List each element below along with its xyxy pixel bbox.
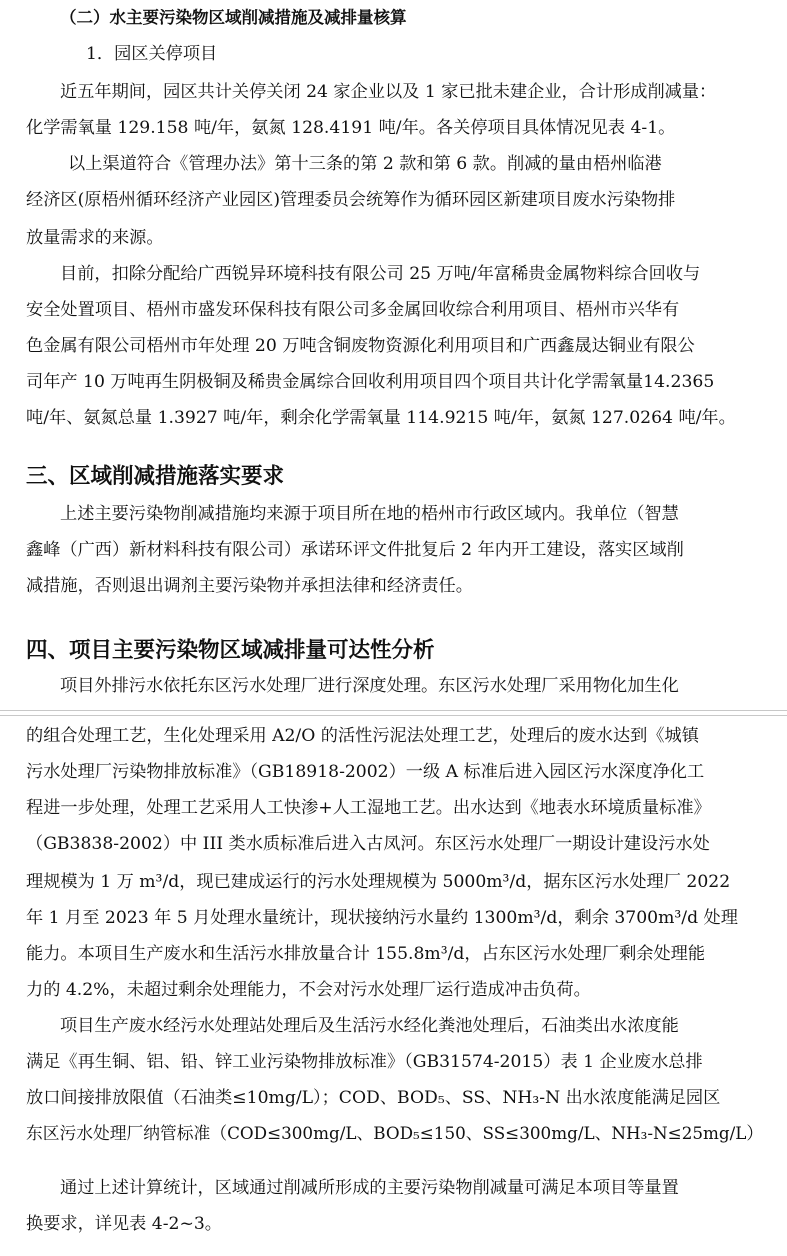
p3-line-2: 安全处置项目、梧州市盛发环保科技有限公司多金属回收综合利用项目、梧州市兴华有 [26,300,680,320]
p6-line-3: 放口间接排放限值（石油类≤10mg/L）；COD、BOD₅、SS、NH₃-N 出水浓度能满足园区 [26,1088,721,1108]
section4-heading: 四、项目主要污染物区域减排量可达性分析 [26,638,435,663]
subheading-1: 1．园区关停项目 [86,44,218,64]
p7-line-1: 通过上述计算统计，区域通过削减所形成的主要污染物削减量可满足本项目等量置 [60,1178,679,1198]
p6-line-2: 满足《再生铜、铝、铅、锌工业污染物排放标准》（GB31574-2015）表 1 企业废水总排 [26,1052,703,1072]
p3-line-1: 目前，扣除分配给广西锐异环境科技有限公司 25 万吨/年富稀贵金属物料综合回收与 [60,264,701,284]
p5-line-5: （GB3838-2002）中 III 类水质标准后进入古凤河。东区污水处理厂一期设计建设污水处 [26,834,710,854]
section2-heading: （二）水主要污染物区域削减措施及减排量核算 [60,8,407,27]
p4-line-2: 鑫峰（广西）新材料科技有限公司）承诺环评文件批复后 2 年内开工建设，落实区域削 [26,540,684,560]
p5-line-7: 年 1 月至 2023 年 5 月处理水量统计，现状接纳污水量约 1300m³/d，剩余 3700m³/d 处理 [26,908,738,928]
p2-line-3: 放量需求的来源。 [26,228,164,248]
p5-line-3: 污水处理厂污染物排放标准》（GB18918-2002）一级 A 标准后进入园区污水深度净化工 [26,762,705,782]
p2-line-1: 以上渠道符合《管理办法》第十三条的第 2 款和第 6 款。削减的量由梧州临港 [68,154,662,174]
p1-line-1: 近五年期间，园区共计关停关闭 24 家企业以及 1 家已批未建企业，合计形成削减量： [60,82,717,102]
p5-line-1: 项目外排污水依托东区污水处理厂进行深度处理。东区污水处理厂采用物化加生化 [60,676,679,696]
p3-line-5: 吨/年、氨氮总量 1.3927 吨/年，剩余化学需氧量 114.9215 吨/年，氨氮 127.0264 吨/年。 [26,408,736,428]
p5-line-4: 程进一步处理，处理工艺采用人工快渗+人工湿地工艺。出水达到《地表水环境质量标准》 [26,798,711,818]
p4-line-3: 减措施，否则退出调剂主要污染物并承担法律和经济责任。 [26,576,473,596]
p7-line-2: 换要求，详见表 4-2~3。 [26,1214,222,1234]
p6-line-1: 项目生产废水经污水处理站处理后及生活污水经化粪池处理后，石油类出水浓度能 [60,1016,679,1036]
p4-line-1: 上述主要污染物削减措施均来源于项目所在地的梧州市行政区域内。我单位（智慧 [60,504,679,524]
p6-line-4: 东区污水处理厂纳管标准（COD≤300mg/L、BOD₅≤150、SS≤300mg/L、NH₃-N≤25mg/L） [26,1124,764,1144]
p3-line-3: 色金属有限公司梧州市年处理 20 万吨含铜废物资源化利用项目和广西鑫晟达铜业有限公 [26,336,695,356]
page-break-separator [0,710,787,716]
p3-line-4: 司年产 10 万吨再生阴极铜及稀贵金属综合回收利用项目四个项目共计化学需氧量14.2365 [26,372,715,392]
p5-line-6: 理规模为 1 万 m³/d，现已建成运行的污水处理规模为 5000m³/d，据东区污水处理厂 2022 [26,872,731,892]
p5-line-8: 能力。本项目生产废水和生活污水排放量合计 155.8m³/d，占东区污水处理厂剩余处理能 [26,944,706,964]
section3-heading: 三、区域削减措施落实要求 [26,464,285,489]
p1-line-2: 化学需氧量 129.158 吨/年，氨氮 128.4191 吨/年。各关停项目具体情况见表 4-1。 [26,118,676,138]
p2-line-2: 经济区(原梧州循环经济产业园区)管理委员会统筹作为循环园区新建项目废水污染物排 [26,190,676,210]
p5-line-2: 的组合处理工艺，生化处理采用 A2/O 的活性污泥法处理工艺，处理后的废水达到《城镇 [26,726,699,746]
p5-line-9: 力的 4.2%，未超过剩余处理能力，不会对污水处理厂运行造成冲击负荷。 [26,980,591,1000]
